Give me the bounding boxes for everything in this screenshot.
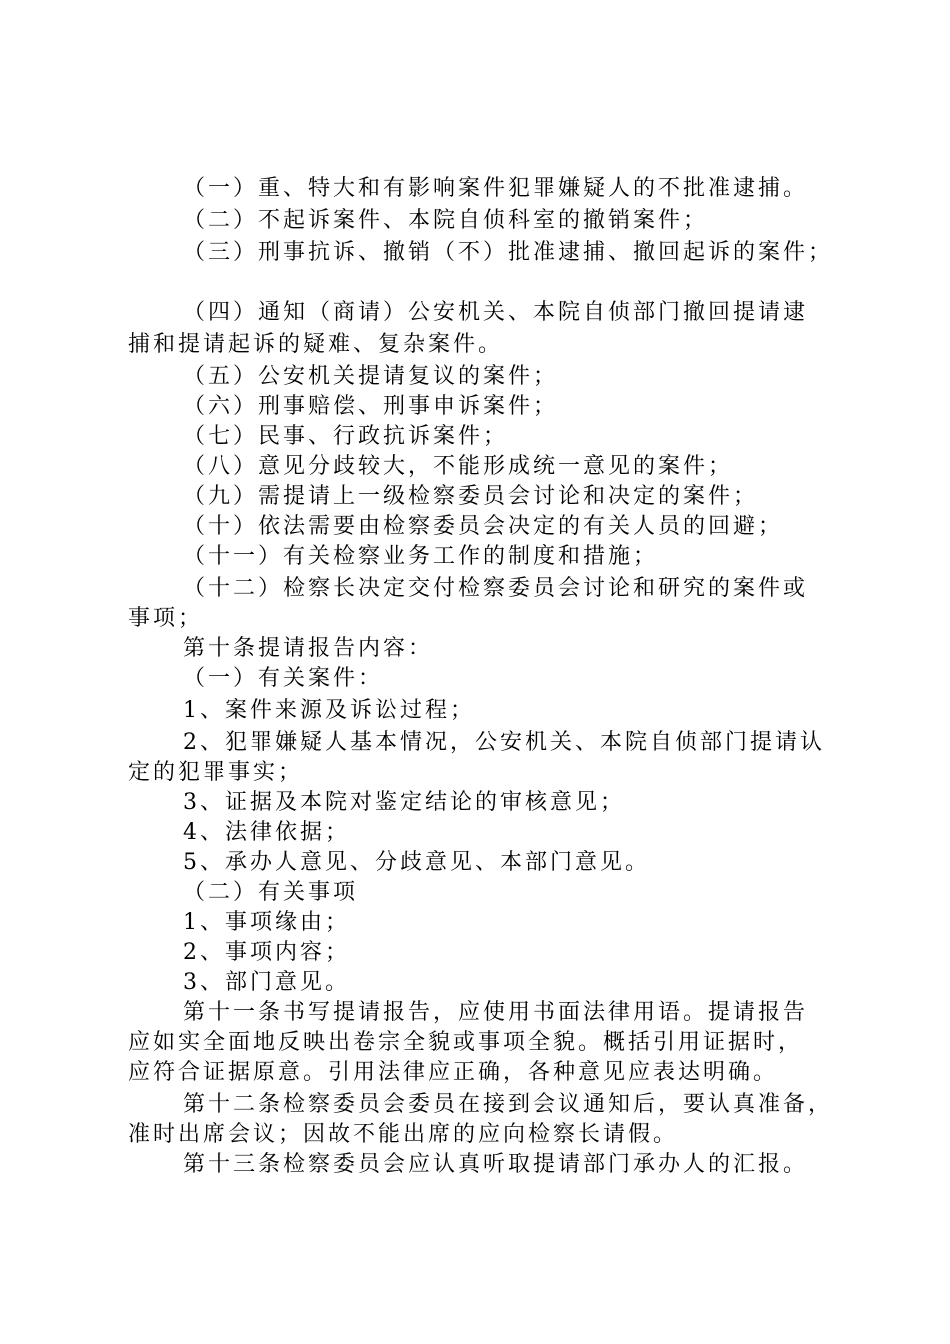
text-line: （十一）有关检察业务工作的制度和措施； — [183, 544, 659, 569]
text-line: 第十条提请报告内容： — [183, 636, 434, 661]
text-line: （二）有关事项 — [183, 880, 359, 905]
text-line: （七）民事、行政抗诉案件； — [183, 424, 509, 449]
text-line: 2、事项内容； — [183, 940, 350, 965]
text-line: 1、事项缘由； — [183, 910, 350, 935]
text-line: 1、案件来源及诉讼过程； — [183, 698, 475, 723]
text-line: 2、犯罪嫌疑人基本情况，公安机关、本院自侦部门提请认 — [183, 730, 825, 755]
text-line: 应如实全面地反映出卷宗全貌或事项全貌。概括引用证据时， — [128, 1030, 804, 1055]
text-line: （九）需提请上一级检察委员会讨论和决定的案件； — [183, 484, 759, 509]
text-line: 应符合证据原意。引用法律应正确，各种意见应表达明确。 — [128, 1060, 779, 1085]
text-line: 4、法律依据； — [183, 820, 350, 845]
text-line: 3、证据及本院对鉴定结论的审核意见； — [183, 790, 625, 815]
text-line: 第十一条书写提请报告，应使用书面法律用语。提请报告 — [183, 1000, 809, 1025]
text-line: （五）公安机关提请复议的案件； — [183, 364, 559, 389]
text-line: （三）刑事抗诉、撤销（不）批准逮捕、撤回起诉的案件； — [183, 240, 834, 265]
text-line: 3、部门意见。 — [183, 970, 350, 995]
text-line: 5、承办人意见、分歧意见、本部门意见。 — [183, 850, 650, 875]
text-line: （十二）检察长决定交付检察委员会讨论和研究的案件或 — [183, 576, 809, 601]
text-line: （一）有关案件： — [183, 666, 384, 691]
text-line: 第十三条检察委员会应认真听取提请部门承办人的汇报。 — [183, 1152, 809, 1177]
text-line: 事项； — [128, 606, 204, 631]
text-line: 第十二条检察委员会委员在接到会议通知后，要认真准备， — [183, 1092, 834, 1117]
text-line: （十）依法需要由检察委员会决定的有关人员的回避； — [183, 514, 784, 539]
text-line: （一）重、特大和有影响案件犯罪嫌疑人的不批准逮捕。 — [183, 176, 809, 201]
text-line: 定的犯罪事实； — [128, 760, 304, 785]
text-line: 准时出席会议；因故不能出席的应向检察长请假。 — [128, 1122, 679, 1147]
text-line: （六）刑事赔偿、刑事申诉案件； — [183, 394, 559, 419]
text-line: （八）意见分歧较大，不能形成统一意见的案件； — [183, 454, 734, 479]
text-line: 捕和提请起诉的疑难、复杂案件。 — [128, 332, 504, 357]
text-line: （四）通知（商请）公安机关、本院自侦部门撤回提请逮 — [183, 300, 809, 325]
text-line: （二）不起诉案件、本院自侦科室的撤销案件； — [183, 208, 709, 233]
